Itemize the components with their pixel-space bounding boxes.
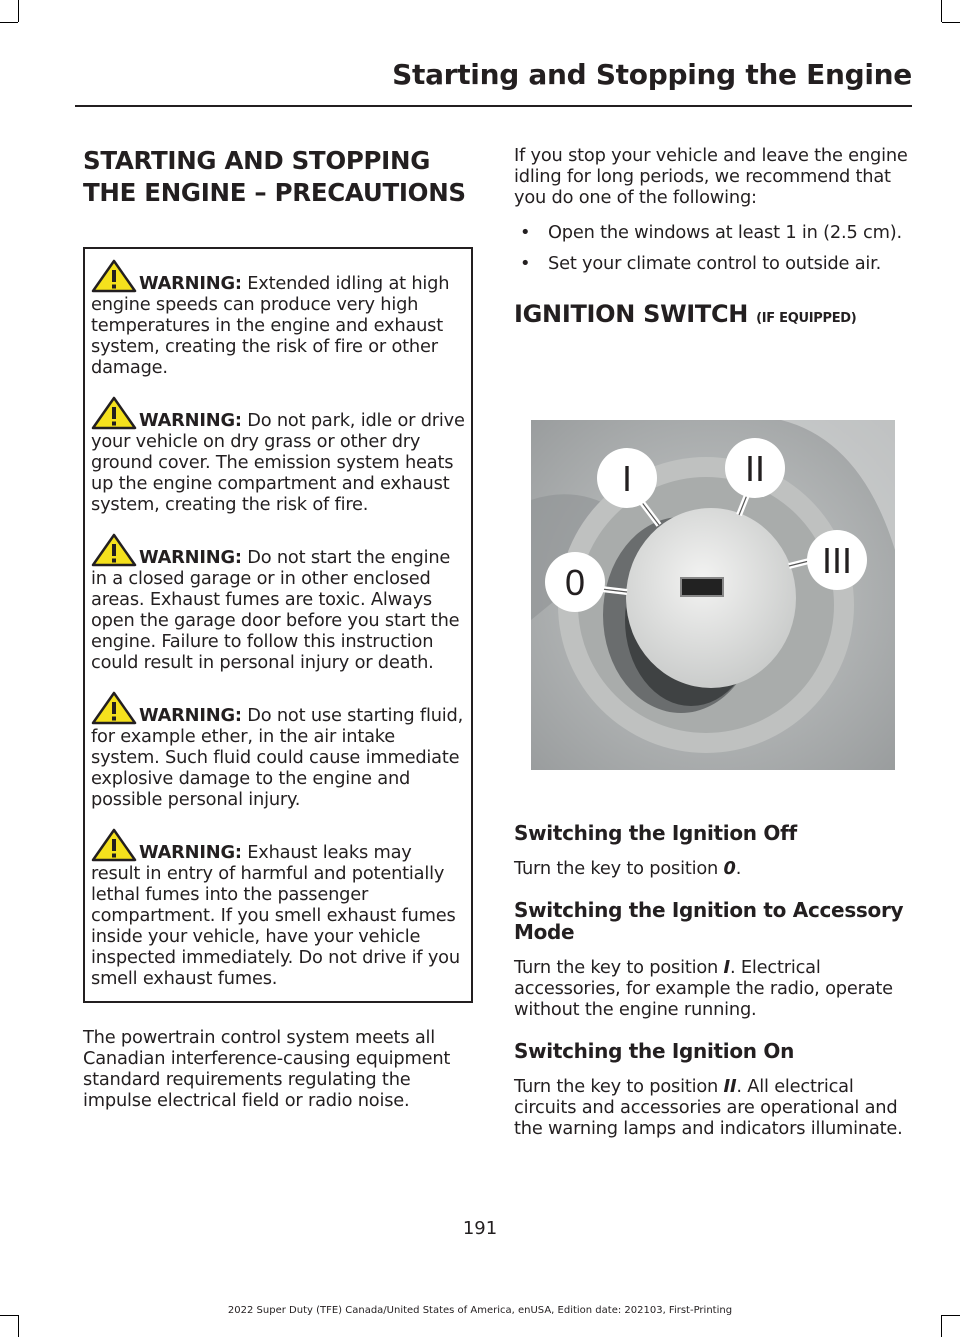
idling-list: [514, 222, 914, 274]
crop-mark: [18, 1315, 19, 1337]
key-cylinder: [626, 508, 796, 688]
section-text-off: [514, 858, 914, 879]
ignition-sections: [514, 822, 914, 1159]
list-item: [514, 253, 914, 274]
position-label-i: I: [621, 458, 633, 499]
section-text-accessory: [514, 957, 914, 1020]
section-title-on: Switching the Ignition On: [514, 1039, 795, 1063]
text-segment: Turn the key to position: [514, 858, 724, 879]
section-title-off: Switching the Ignition Off: [514, 821, 797, 845]
warning-text: Do not use starting fluid, for example ether, in the air intake system. Such fluid could cause immediate explosive damage to the engine and possible personal injury.: [91, 705, 464, 810]
section-text-on: [514, 1076, 914, 1139]
warning-item: [91, 828, 465, 989]
warning-triangle-icon: [91, 396, 137, 430]
crop-mark: [942, 22, 960, 23]
text-segment: . Electrical accessories, for example the radio, operate without the engine running.: [514, 957, 893, 1020]
list-item: [514, 222, 914, 243]
crop-mark: [941, 1315, 942, 1337]
warning-label: WARNING:: [139, 410, 242, 431]
warning-item: [91, 691, 465, 810]
section-heading: [83, 145, 473, 209]
position-label-ii: II: [744, 448, 766, 489]
warning-triangle-icon: [91, 828, 137, 862]
edition-footer: 2022 Super Duty (TFE) Canada/United States of America, enUSA, Edition date: 202103, First-Printing: [227, 1305, 733, 1316]
warning-text: Extended idling at high engine speeds can produce very high temperatures in the engine and exhaust system, creating the risk of fire or other damage.: [91, 273, 450, 378]
position-label-iii: III: [821, 540, 853, 581]
warning-triangle-icon: [91, 691, 137, 725]
crop-mark: [941, 0, 942, 22]
page-number: 191: [462, 1218, 498, 1239]
position-ref: II: [723, 1076, 737, 1097]
powertrain-paragraph: The powertrain control system meets all Canadian interference-causing equipment standard requirements regulating the impulse electrical field or radio noise.: [83, 1027, 451, 1111]
bullet-marker: •: [520, 253, 531, 274]
warning-label: WARNING:: [139, 705, 242, 726]
warning-label: WARNING:: [139, 842, 242, 863]
warning-text: Do not park, idle or drive your vehicle on dry grass or other dry ground cover. The emission system heats up the engine compartment and exhaust system, creating the risk of fire.: [91, 410, 465, 515]
crop-mark: [0, 22, 18, 23]
text-segment: . All electrical circuits and accessories are operational and the warning lamps and indicators illuminate.: [514, 1076, 903, 1139]
ignition-heading: [514, 300, 914, 328]
ignition-switch-illustration: [531, 420, 895, 770]
warnings-box: [83, 247, 473, 1003]
position-ref: I: [723, 957, 730, 978]
warning-triangle-icon: [91, 259, 137, 293]
crop-mark: [18, 0, 19, 22]
list-item-text: Set your climate control to outside air.: [548, 253, 882, 274]
warning-label: WARNING:: [139, 547, 242, 568]
heading-line-1: STARTING AND STOPPING: [83, 146, 431, 175]
list-item-text: Open the windows at least 1 in (2.5 cm).: [548, 222, 902, 243]
position-label-0: 0: [564, 562, 586, 603]
warning-label: WARNING:: [139, 273, 242, 294]
position-ref: 0: [723, 858, 736, 879]
ignition-heading-suffix: (IF EQUIPPED): [756, 311, 857, 326]
warning-text: Do not start the engine in a closed garage or in other enclosed areas. Exhaust fumes are toxic. Always open the garage door before you start the engine. Failure to follow this instruction could result in personal injury or death.: [91, 547, 460, 673]
warning-item: [91, 259, 465, 378]
idling-intro: If you stop your vehicle and leave the engine idling for long periods, we recommend that you do one of the following:: [514, 145, 908, 208]
text-segment: Turn the key to position: [514, 957, 724, 978]
page-header-title: Starting and Stopping the Engine: [392, 58, 912, 91]
text-segment: Turn the key to position: [514, 1076, 724, 1097]
right-column: [514, 145, 914, 328]
warning-text: Exhaust leaks may result in entry of harmful and potentially lethal fumes into the passenger compartment. If you smell exhaust fumes inside your vehicle, have your vehicle inspected immediately. Do not drive if you smell exhaust fumes.: [91, 842, 460, 989]
left-column: [83, 145, 473, 1111]
warning-triangle-icon: [91, 533, 137, 567]
warning-item: [91, 533, 465, 673]
bullet-marker: •: [520, 222, 531, 243]
ignition-heading-text: IGNITION SWITCH: [514, 300, 749, 328]
header-divider: [75, 105, 912, 107]
heading-line-2: THE ENGINE – PRECAUTIONS: [83, 178, 466, 207]
text-segment: .: [735, 858, 742, 879]
section-title-accessory: Switching the Ignition to Accessory Mode: [514, 898, 904, 944]
warning-item: [91, 396, 465, 515]
key-slot: [681, 578, 723, 596]
